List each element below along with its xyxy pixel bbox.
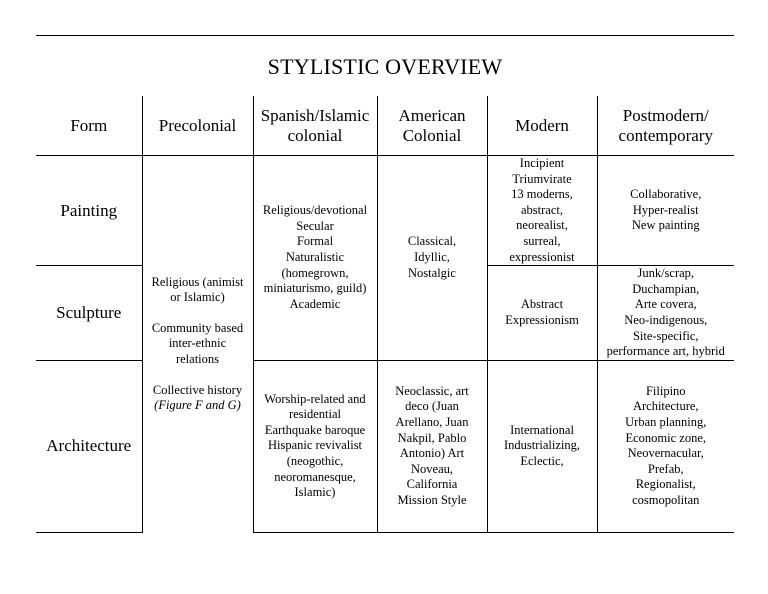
header-form: Form <box>70 115 108 135</box>
postmodern-sculpture: Junk/scrap, Duchampian, Arte covera, Neo-indigenous, Site-specific, performance art, hybrid <box>597 266 734 361</box>
header-postmodern: Postmodern/ contemporary <box>597 96 734 156</box>
header-american-colonial: American Colonial <box>377 96 487 156</box>
modern-sculpture: Abstract Expressionism <box>487 266 597 361</box>
row-architecture <box>36 360 734 532</box>
stylistic-overview-table <box>36 96 734 533</box>
spanish-painting-sculpture: Religious/devotional Secular Formal Naturalistic (homegrown, miniaturismo, guild) Academic <box>253 156 377 361</box>
header-spanish-islamic: Spanish/Islamic colonial <box>253 96 377 156</box>
header-row <box>36 96 734 156</box>
top-rule <box>36 35 734 36</box>
american-architecture: Neoclassic, art deco (Juan Arellano, Juan Nakpil, Pablo Antonio) Art Noveau, California Mission Style <box>377 360 487 532</box>
form-sculpture: Sculpture <box>36 266 142 361</box>
postmodern-architecture: Filipino Architecture, Urban planning, Economic zone, Neovernacular, Prefab, Regionalist, cosmopolitan <box>597 360 734 532</box>
spanish-architecture: Worship-related and residential Earthquake baroque Hispanic revivalist (neogothic, neoromanesque, Islamic) <box>253 360 377 532</box>
modern-architecture: International Industrializing, Eclectic, <box>487 360 597 532</box>
header-precolonial: Precolonial <box>142 96 253 156</box>
header-modern: Modern <box>487 96 597 156</box>
page-title: STYLISTIC OVERVIEW <box>267 54 503 79</box>
figure-reference: (Figure F and G) <box>154 398 241 413</box>
precolonial-cell: Religious (animist or Islamic) Community based inter-ethnic relations Collective history (Figure F and G) <box>142 156 253 533</box>
form-architecture: Architecture <box>36 360 142 532</box>
postmodern-painting: Collaborative, Hyper-realist New painting <box>597 156 734 266</box>
american-painting-sculpture: Classical, Idyllic, Nostalgic <box>377 156 487 361</box>
row-painting <box>36 156 734 266</box>
form-painting: Painting <box>36 156 142 266</box>
modern-painting: Incipient Triumvirate 13 moderns, abstract, neorealist, surreal, expressionist <box>487 156 597 266</box>
